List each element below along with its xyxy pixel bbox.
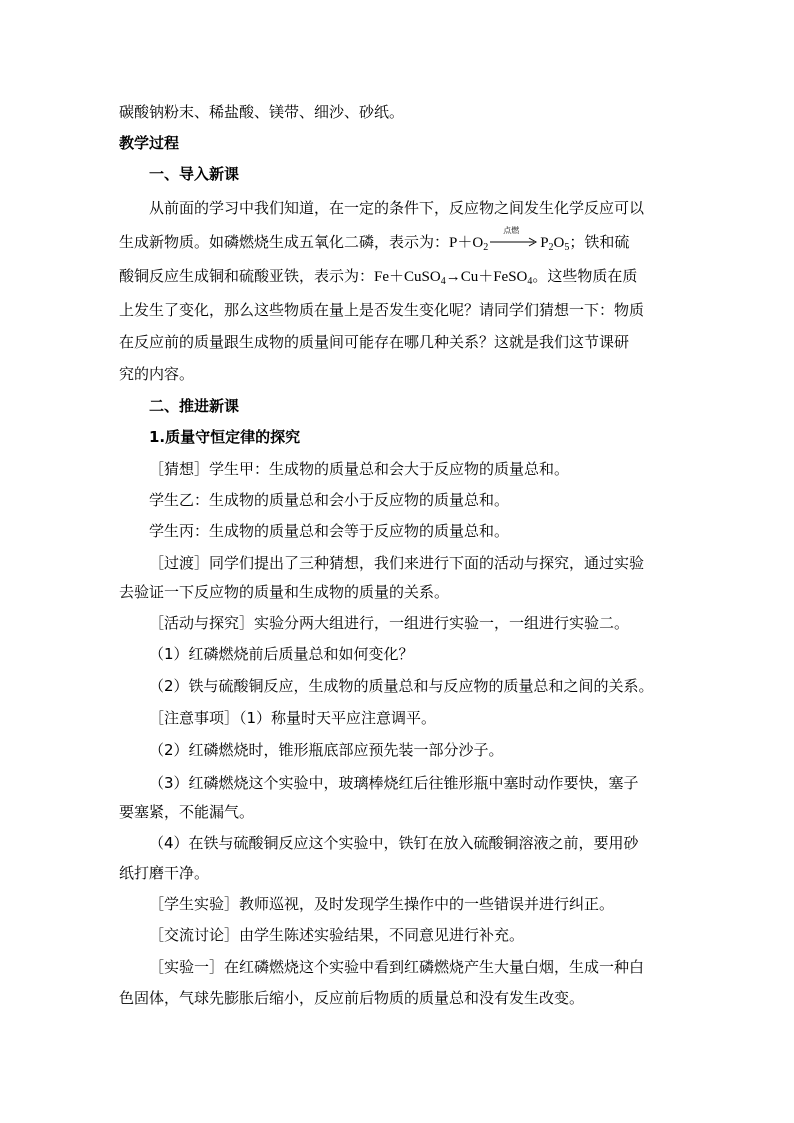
formula-part: →Cu＋FeSO xyxy=(445,269,528,285)
text-span: 酸铜反应生成铜和硫酸亚铁，表示为： xyxy=(119,267,375,285)
subheading-intro: 一、导入新课 xyxy=(149,165,240,183)
formula-part: P xyxy=(540,235,549,251)
paragraph-line-formula-2 xyxy=(119,266,637,287)
formula-part: P＋O xyxy=(449,235,484,251)
paragraph-line: ［注意事项］（1）称量时天平应注意调平。 xyxy=(149,709,437,727)
list-item: （2）红磷燃烧时，锥形瓶底部应预先装一部分沙子。 xyxy=(149,741,504,759)
chemical-formula xyxy=(449,226,570,253)
formula-part: O xyxy=(553,235,565,251)
reaction-condition: 点燃 xyxy=(503,226,520,235)
paragraph-line: ［学生实验］教师巡视，及时发现学生操作中的一些错误并进行纠正。 xyxy=(149,895,615,913)
list-item: （4）在铁与硫酸铜反应这个实验中，铁钉在放入硫酸铜溶液之前，要用砂 xyxy=(149,834,639,852)
chemical-formula xyxy=(374,269,532,285)
paragraph-line: 究的内容。 xyxy=(119,365,195,383)
paragraph-line-formula-1 xyxy=(119,226,630,253)
list-item: （2）铁与硫酸铜反应，生成物的质量总和与反应物的质量总和之间的关系。 xyxy=(149,677,654,695)
materials-line: 碳酸钠粉末、稀盐酸、镁带、细沙、砂纸。 xyxy=(119,103,405,121)
paragraph-line: 在反应前的质量跟生成物的质量间可能存在哪几种关系？这就是我们这节课研 xyxy=(119,333,630,351)
formula-subscript: 2 xyxy=(483,242,489,253)
text-span: ；铁和硫 xyxy=(569,233,630,251)
formula-subscript: 2 xyxy=(548,242,554,253)
subheading-mass-conservation: 1.质量守恒定律的探究 xyxy=(149,428,301,446)
formula-part: Fe＋CuSO xyxy=(374,269,441,285)
list-item: （3）红磷燃烧这个实验中，玻璃棒烧红后往锥形瓶中塞时动作要快，塞子 xyxy=(149,774,639,792)
formula-subscript: 4 xyxy=(527,276,533,287)
paragraph-line: 色固体，气球先膨胀后缩小，反应前后物质的质量总和没有发生改变。 xyxy=(119,989,585,1007)
list-item: （1）红磷燃烧前后质量总和如何变化？ xyxy=(149,645,414,663)
text-span: 生成新物质。如磷燃烧生成五氧化二磷，表示为： xyxy=(119,233,450,251)
text-span: 。这些物质在质 xyxy=(532,267,638,285)
paragraph-line: ［活动与探究］实验分两大组进行，一组进行实验一，一组进行实验二。 xyxy=(149,614,630,632)
paragraph-line: 去验证一下反应物的质量和生成物的质量的关系。 xyxy=(119,583,450,601)
paragraph-line: 从前面的学习中我们知道，在一定的条件下，反应物之间发生化学反应可以 xyxy=(149,199,645,217)
paragraph-line: ［实验一］在红磷燃烧这个实验中看到红磷燃烧产生大量白烟，生成一种白 xyxy=(149,958,645,976)
paragraph-line: ［过渡］同学们提出了三种猜想，我们来进行下面的活动与探究，通过实验 xyxy=(149,554,645,572)
paragraph-line: 要塞紧，不能漏气。 xyxy=(119,803,255,821)
formula-subscript: 4 xyxy=(440,276,446,287)
subheading-new-lesson: 二、推进新课 xyxy=(149,397,240,415)
paragraph-line: ［交流讨论］由学生陈述实验结果，不同意见进行补充。 xyxy=(149,926,525,944)
paragraph-line: ［猜想］学生甲：生成物的质量总和会大于反应物的质量总和。 xyxy=(149,460,570,478)
reaction-arrow-icon xyxy=(490,226,538,248)
formula-subscript: 5 xyxy=(564,242,570,253)
paragraph-line: 纸打磨干净。 xyxy=(119,864,210,882)
paragraph-line: 学生丙：生成物的质量总和会等于反应物的质量总和。 xyxy=(149,522,510,540)
section-heading-teaching-process: 教学过程 xyxy=(119,134,180,152)
paragraph-line: 上发生了变化，那么这些物质在量上是否发生变化呢？请同学们猜想一下：物质 xyxy=(119,301,645,319)
paragraph-line: 学生乙：生成物的质量总和会小于反应物的质量总和。 xyxy=(149,491,510,509)
